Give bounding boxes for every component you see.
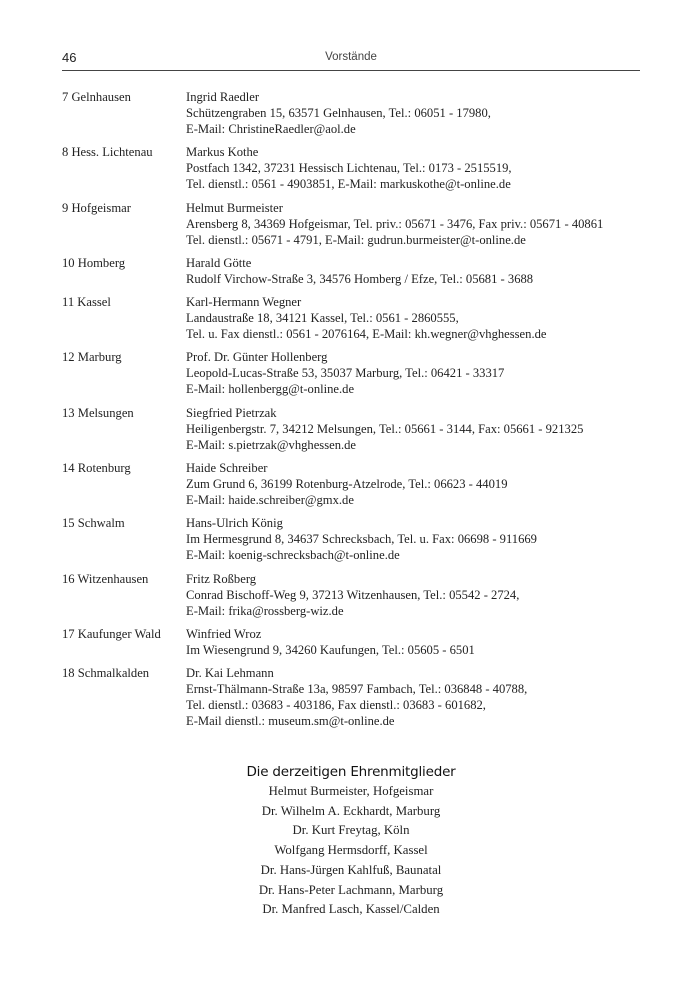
contact-line: Arensberg 8, 34369 Hofgeismar, Tel. priv.: 05671 - 3476, Fax priv.: 05671 - 40861 <box>186 216 604 231</box>
contact-details <box>186 665 640 729</box>
contact-details <box>186 515 640 563</box>
person-name: Fritz Roßberg <box>186 571 257 586</box>
honorary-member: Dr. Hans-Peter Lachmann, Marburg <box>258 882 444 897</box>
contact-line: E-Mail: ChristineRaedler@aol.de <box>186 122 356 136</box>
district-name: 13 Melsungen <box>62 405 134 420</box>
contact-details <box>186 405 640 453</box>
district-name: 17 Kaufunger Wald <box>62 626 161 641</box>
contact-line: E-Mail: koenig-schrecksbach@t-online.de <box>186 548 400 563</box>
contact-line: Tel. u. Fax dienstl.: 0561 - 2076164, E-Mail: kh.wegner@vhghessen.de <box>186 327 547 342</box>
board-entry <box>62 255 640 287</box>
district-name: 12 Marburg <box>62 350 122 365</box>
district-name: 8 Hess. Lichtenau <box>62 145 153 160</box>
person-name: Ingrid Raedler <box>186 90 260 104</box>
header-rule <box>62 70 640 71</box>
contact-details <box>186 626 640 658</box>
contact-line: Landaustraße 18, 34121 Kassel, Tel.: 0561 - 2860555, <box>186 311 459 326</box>
contact-line: E-Mail: hollenbergg@t-online.de <box>186 382 355 397</box>
person-name: Siegfried Pietrzak <box>186 405 277 420</box>
honorary-member: Dr. Manfred Lasch, Kassel/Calden <box>262 902 440 917</box>
honorary-members-heading: Die derzeitigen Ehrenmitglieder <box>246 764 456 780</box>
contact-line: Postfach 1342, 37231 Hessisch Lichtenau, Tel.: 0173 - 2515519, <box>186 161 512 176</box>
board-entry <box>62 89 640 137</box>
running-title: Vorstände <box>325 51 377 63</box>
honorary-member: Dr. Hans-Jürgen Kahlfuß, Baunatal <box>260 862 442 877</box>
contact-line: E-Mail: s.pietrzak@vhghessen.de <box>186 437 357 452</box>
contact-line: Im Wiesengrund 9, 34260 Kaufungen, Tel.: 05605 - 6501 <box>186 642 475 657</box>
contact-line: Zum Grund 6, 36199 Rotenburg-Atzelrode, Tel.: 06623 - 44019 <box>186 477 508 492</box>
person-name: Markus Kothe <box>186 145 259 160</box>
contact-details <box>186 144 640 192</box>
honorary-members-section <box>62 762 640 920</box>
contact-line: Conrad Bischoff-Weg 9, 37213 Witzenhausen, Tel.: 05542 - 2724, <box>186 587 520 602</box>
contact-line: Tel. dienstl.: 03683 - 403186, Fax dienstl.: 03683 - 601682, <box>186 698 486 713</box>
honorary-member: Dr. Kurt Freytag, Köln <box>292 823 410 838</box>
contact-details <box>186 89 640 137</box>
contact-details <box>186 571 640 619</box>
district-name: 10 Homberg <box>62 255 126 270</box>
person-name: Helmut Burmeister <box>186 200 283 215</box>
honorary-member: Helmut Burmeister, Hofgeismar <box>268 784 434 798</box>
district-name: 9 Hofgeismar <box>62 200 131 215</box>
contact-line: Tel. dienstl.: 0561 - 4903851, E-Mail: markuskothe@t-online.de <box>186 177 511 192</box>
contact-line: Heiligenbergstr. 7, 34212 Melsungen, Tel.: 05661 - 3144, Fax: 05661 - 921325 <box>186 421 584 436</box>
district-name: 18 Schmalkalden <box>62 666 150 681</box>
person-name: Winfried Wroz <box>186 626 262 641</box>
district-name: 16 Witzenhausen <box>62 571 149 586</box>
contact-details <box>186 294 640 342</box>
person-name: Prof. Dr. Günter Hollenberg <box>186 350 328 365</box>
contact-line: Leopold-Lucas-Straße 53, 35037 Marburg, Tel.: 06421 - 33317 <box>186 366 505 381</box>
person-name: Harald Götte <box>186 255 252 270</box>
board-entry <box>62 294 640 342</box>
district-name: 11 Kassel <box>62 295 111 310</box>
contact-line: E-Mail: haide.schreiber@gmx.de <box>186 493 354 508</box>
district-name: 14 Rotenburg <box>62 461 131 476</box>
board-entry <box>62 665 640 729</box>
honorary-member: Dr. Wilhelm A. Eckhardt, Marburg <box>261 803 441 818</box>
contact-line: Rudolf Virchow-Straße 3, 34576 Homberg / Efze, Tel.: 05681 - 3688 <box>186 271 534 286</box>
board-entry <box>62 626 640 658</box>
contact-details <box>186 460 640 508</box>
contact-line: Ernst-Thälmann-Straße 13a, 98597 Fambach, Tel.: 036848 - 40788, <box>186 682 528 697</box>
board-entry <box>62 200 640 248</box>
contact-line: Tel. dienstl.: 05671 - 4791, E-Mail: gudrun.burmeister@t-online.de <box>186 232 526 247</box>
district-name: 15 Schwalm <box>62 516 125 531</box>
contact-line: E-Mail: frika@rossberg-wiz.de <box>186 603 344 618</box>
contact-details <box>186 200 640 248</box>
honorary-members-list <box>62 782 640 920</box>
person-name: Dr. Kai Lehmann <box>186 666 274 681</box>
page-number: 46 <box>62 50 77 65</box>
board-entry <box>62 460 640 508</box>
person-name: Hans-Ulrich König <box>186 516 283 531</box>
page-header <box>62 50 640 70</box>
contact-details <box>186 349 640 397</box>
board-entry <box>62 515 640 563</box>
district-name: 7 Gelnhausen <box>62 90 131 104</box>
person-name: Haide Schreiber <box>186 461 268 476</box>
contact-line: E-Mail dienstl.: museum.sm@t-online.de <box>186 714 395 729</box>
board-entry <box>62 571 640 619</box>
contact-line: Im Hermesgrund 8, 34637 Schrecksbach, Tel. u. Fax: 06698 - 911669 <box>186 532 537 547</box>
contact-line: Schützengraben 15, 63571 Gelnhausen, Tel.: 06051 - 17980, <box>186 106 491 120</box>
board-entry <box>62 144 640 192</box>
person-name: Karl-Hermann Wegner <box>186 295 302 310</box>
contact-details <box>186 255 640 287</box>
board-member-list <box>62 89 640 737</box>
honorary-member: Wolfgang Hermsdorff, Kassel <box>274 843 428 858</box>
board-entry <box>62 405 640 453</box>
board-entry <box>62 349 640 397</box>
